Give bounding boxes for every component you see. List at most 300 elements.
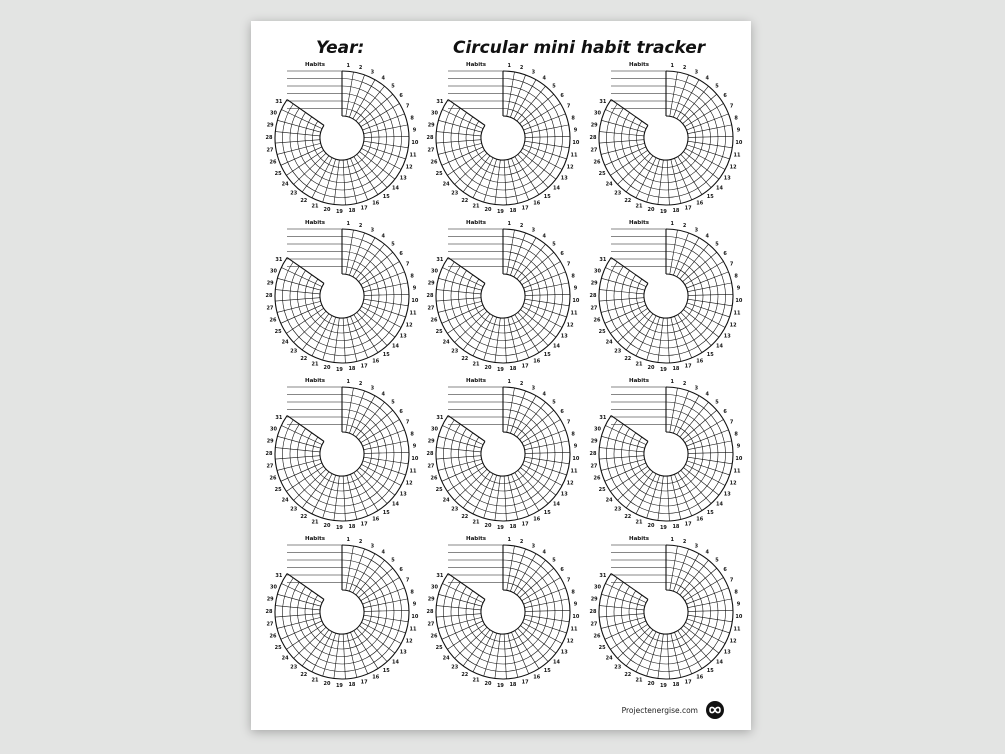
day-label: 31 — [275, 415, 283, 422]
day-divider — [463, 630, 490, 666]
day-label: 3 — [694, 543, 699, 550]
day-divider — [520, 626, 556, 654]
day-label: 3 — [370, 543, 375, 550]
day-label: 9 — [412, 285, 417, 292]
day-label: 30 — [431, 426, 438, 433]
day-label: 28 — [589, 293, 597, 300]
day-divider — [680, 244, 709, 279]
day-divider — [363, 145, 406, 159]
day-divider — [517, 402, 546, 437]
day-label: 29 — [266, 122, 274, 129]
day-divider — [514, 80, 536, 119]
day-label: 15 — [706, 509, 714, 516]
day-label: 20 — [323, 207, 331, 214]
day-label: 12 — [405, 638, 413, 645]
day-label: 27 — [266, 147, 274, 154]
day-label: 24 — [442, 655, 450, 662]
habit-ring — [637, 583, 696, 642]
circular-tracker — [427, 220, 580, 373]
day-label: 12 — [729, 164, 737, 171]
day-label: 23 — [451, 506, 459, 513]
day-label: 5 — [391, 241, 395, 248]
day-label: 11 — [570, 152, 578, 159]
day-divider — [677, 396, 699, 435]
day-label: 2 — [682, 539, 687, 546]
day-label: 11 — [409, 468, 417, 475]
day-divider — [626, 472, 653, 508]
day-label: 15 — [382, 667, 390, 674]
day-label: 23 — [614, 664, 622, 671]
circular-tracker — [427, 62, 580, 215]
day-label: 17 — [521, 363, 529, 370]
day-label: 1 — [346, 379, 351, 386]
day-label: 16 — [372, 674, 380, 681]
day-divider — [442, 463, 483, 481]
day-label: 11 — [570, 626, 578, 633]
day-label: 29 — [427, 280, 435, 287]
day-label: 7 — [566, 577, 571, 584]
day-label: 2 — [682, 223, 687, 230]
day-label: 6 — [399, 567, 403, 574]
circular-tracker — [266, 62, 419, 215]
day-label: 6 — [723, 567, 727, 574]
page-title: Circular mini habit tracker — [453, 38, 706, 58]
day-label: 9 — [573, 601, 578, 608]
day-label: 1 — [507, 379, 512, 386]
day-label: 31 — [275, 257, 283, 264]
day-label: 27 — [427, 463, 435, 470]
day-label: 5 — [552, 241, 556, 248]
day-divider — [484, 633, 497, 676]
day-label: 9 — [573, 443, 578, 450]
habit-ring — [481, 590, 525, 634]
day-divider — [447, 466, 484, 491]
day-label: 24 — [605, 181, 613, 188]
day-label: 26 — [269, 475, 277, 482]
day-divider — [463, 314, 490, 350]
day-divider — [610, 150, 647, 175]
day-label: 20 — [323, 523, 331, 530]
day-label: 10 — [735, 614, 743, 621]
day-divider — [520, 310, 556, 338]
day-label: 9 — [412, 443, 417, 450]
day-label: 10 — [735, 298, 743, 305]
day-label: 3 — [694, 69, 699, 76]
day-label: 24 — [605, 655, 613, 662]
day-label: 19 — [659, 524, 667, 531]
circular-tracker — [590, 378, 743, 531]
day-label: 10 — [735, 456, 743, 463]
day-divider — [647, 475, 660, 518]
day-label: 9 — [573, 285, 578, 292]
day-label: 25 — [435, 329, 443, 336]
day-divider — [286, 466, 323, 491]
day-label: 26 — [430, 475, 438, 482]
day-label: 10 — [411, 298, 419, 305]
day-divider — [442, 110, 483, 129]
day-label: 13 — [399, 333, 407, 340]
day-divider — [687, 619, 730, 633]
day-label: 17 — [521, 205, 529, 212]
day-label: 31 — [275, 99, 283, 106]
day-label: 15 — [382, 509, 390, 516]
day-label: 19 — [335, 524, 343, 531]
day-divider — [683, 310, 719, 338]
day-divider — [647, 159, 660, 202]
circular-tracker — [266, 536, 419, 689]
day-label: 19 — [659, 682, 667, 689]
day-label: 15 — [706, 667, 714, 674]
day-label: 14 — [716, 343, 724, 350]
day-divider — [610, 624, 647, 649]
day-label: 24 — [605, 339, 613, 346]
day-divider — [520, 468, 556, 496]
circular-tracker — [590, 62, 743, 215]
day-label: 26 — [430, 633, 438, 640]
day-divider — [463, 472, 490, 508]
day-label: 8 — [410, 273, 414, 280]
day-label: 4 — [542, 233, 547, 240]
day-label: 16 — [372, 358, 380, 365]
day-label: 10 — [572, 298, 580, 305]
habit-ring — [320, 432, 364, 476]
day-label: 23 — [290, 348, 298, 355]
day-label: 1 — [670, 537, 675, 544]
day-label: 28 — [265, 451, 273, 458]
day-label: 11 — [733, 468, 741, 475]
day-label: 23 — [290, 506, 298, 513]
day-label: 16 — [696, 516, 704, 523]
day-label: 7 — [729, 577, 734, 584]
day-label: 17 — [521, 679, 529, 686]
day-label: 13 — [723, 333, 731, 340]
day-divider — [447, 150, 484, 175]
day-label: 23 — [614, 506, 622, 513]
day-label: 4 — [381, 75, 386, 82]
day-label: 12 — [405, 164, 413, 171]
habits-label: Habits — [304, 62, 326, 68]
day-label: 31 — [599, 573, 607, 580]
day-label: 18 — [348, 208, 356, 215]
day-label: 27 — [427, 147, 435, 154]
day-label: 21 — [472, 361, 480, 368]
day-label: 30 — [594, 268, 601, 275]
day-label: 3 — [370, 227, 375, 234]
day-label: 7 — [566, 419, 571, 426]
day-divider — [683, 152, 719, 180]
day-label: 8 — [571, 589, 575, 596]
day-label: 22 — [300, 672, 308, 679]
day-label: 19 — [496, 682, 504, 689]
day-label: 9 — [736, 285, 741, 292]
day-divider — [677, 238, 699, 277]
day-label: 16 — [533, 674, 541, 681]
day-label: 14 — [553, 343, 561, 350]
day-divider — [286, 624, 323, 649]
day-label: 27 — [266, 463, 274, 470]
day-label: 7 — [405, 261, 410, 268]
day-label: 22 — [300, 514, 308, 521]
habit-ring — [644, 590, 688, 634]
circular-tracker — [266, 220, 419, 373]
day-label: 24 — [281, 655, 289, 662]
day-label: 16 — [696, 358, 704, 365]
day-label: 5 — [391, 399, 395, 406]
day-label: 16 — [533, 358, 541, 365]
day-label: 8 — [571, 273, 575, 280]
day-divider — [442, 426, 483, 445]
day-label: 31 — [436, 99, 444, 106]
day-label: 29 — [266, 438, 274, 445]
day-divider — [524, 461, 567, 475]
day-label: 7 — [729, 103, 734, 110]
day-label: 10 — [411, 140, 419, 147]
day-label: 29 — [427, 122, 435, 129]
day-label: 26 — [593, 317, 601, 324]
day-label: 17 — [360, 679, 368, 686]
day-label: 7 — [729, 261, 734, 268]
day-label: 9 — [412, 127, 417, 134]
day-divider — [442, 268, 483, 287]
day-label: 30 — [431, 110, 438, 117]
day-divider — [281, 305, 322, 323]
day-label: 11 — [409, 152, 417, 159]
day-label: 12 — [729, 638, 737, 645]
day-label: 22 — [300, 198, 308, 205]
day-divider — [687, 145, 730, 159]
day-label: 24 — [442, 339, 450, 346]
day-label: 30 — [270, 584, 277, 591]
day-label: 20 — [323, 365, 331, 372]
day-label: 6 — [399, 93, 403, 100]
day-label: 23 — [614, 190, 622, 197]
day-divider — [356, 402, 385, 437]
day-label: 24 — [281, 339, 289, 346]
day-divider — [514, 396, 536, 435]
day-label: 10 — [572, 456, 580, 463]
day-label: 28 — [426, 609, 434, 616]
day-divider — [442, 621, 483, 639]
day-label: 22 — [624, 514, 632, 521]
day-label: 14 — [553, 659, 561, 666]
day-label: 1 — [507, 537, 512, 544]
day-divider — [359, 310, 395, 338]
day-divider — [442, 147, 483, 165]
day-label: 26 — [593, 633, 601, 640]
habits-label: Habits — [628, 62, 650, 68]
day-label: 23 — [290, 190, 298, 197]
day-divider — [323, 475, 336, 518]
day-label: 31 — [436, 415, 444, 422]
day-label: 13 — [560, 491, 568, 498]
day-label: 30 — [270, 426, 277, 433]
day-label: 17 — [684, 521, 692, 528]
day-label: 26 — [593, 475, 601, 482]
day-label: 21 — [311, 677, 319, 684]
day-label: 12 — [405, 480, 413, 487]
printable-page — [251, 21, 751, 730]
habits-label: Habits — [628, 220, 650, 226]
day-label: 12 — [566, 480, 574, 487]
day-label: 12 — [566, 322, 574, 329]
day-label: 5 — [552, 83, 556, 90]
day-label: 6 — [399, 251, 403, 258]
day-label: 2 — [358, 223, 363, 230]
day-label: 31 — [436, 257, 444, 264]
day-label: 26 — [269, 633, 277, 640]
day-label: 6 — [723, 409, 727, 416]
day-label: 12 — [729, 322, 737, 329]
habit-ring — [474, 109, 533, 168]
day-label: 14 — [392, 659, 400, 666]
day-label: 12 — [566, 164, 574, 171]
day-label: 31 — [599, 415, 607, 422]
day-label: 18 — [348, 366, 356, 373]
day-label: 20 — [484, 207, 492, 214]
day-label: 30 — [431, 584, 438, 591]
day-label: 5 — [715, 241, 719, 248]
day-label: 27 — [590, 621, 598, 628]
day-label: 14 — [716, 501, 724, 508]
day-label: 23 — [614, 348, 622, 355]
day-label: 10 — [411, 614, 419, 621]
habit-ring — [644, 116, 688, 160]
day-label: 17 — [684, 363, 692, 370]
day-label: 5 — [715, 83, 719, 90]
day-label: 29 — [590, 596, 598, 603]
day-divider — [647, 633, 660, 676]
day-label: 29 — [266, 280, 274, 287]
day-divider — [605, 110, 646, 129]
day-divider — [281, 426, 322, 445]
habits-label: Habits — [304, 220, 326, 226]
day-label: 2 — [519, 223, 524, 230]
day-label: 31 — [275, 573, 283, 580]
day-label: 22 — [461, 198, 469, 205]
day-divider — [680, 86, 709, 121]
day-label: 23 — [290, 664, 298, 671]
day-divider — [610, 466, 647, 491]
day-label: 13 — [399, 491, 407, 498]
day-divider — [677, 554, 699, 593]
day-label: 24 — [442, 497, 450, 504]
day-divider — [302, 630, 329, 666]
day-label: 13 — [560, 175, 568, 182]
day-label: 9 — [412, 601, 417, 608]
day-label: 25 — [435, 645, 443, 652]
habit-ring — [481, 432, 525, 476]
day-label: 22 — [461, 514, 469, 521]
day-divider — [363, 303, 406, 317]
day-label: 10 — [411, 456, 419, 463]
day-label: 6 — [560, 409, 564, 416]
day-label: 21 — [472, 203, 480, 210]
day-label: 16 — [696, 674, 704, 681]
day-divider — [353, 396, 375, 435]
day-label: 1 — [670, 63, 675, 70]
day-label: 15 — [543, 509, 551, 516]
day-divider — [524, 145, 567, 159]
day-label: 18 — [672, 524, 680, 531]
day-label: 4 — [542, 75, 547, 82]
day-label: 25 — [598, 329, 606, 336]
day-divider — [363, 619, 406, 633]
day-label: 25 — [274, 487, 282, 494]
day-label: 25 — [435, 487, 443, 494]
day-divider — [353, 80, 375, 119]
day-label: 11 — [409, 310, 417, 317]
day-label: 3 — [370, 69, 375, 76]
day-divider — [281, 621, 322, 639]
day-label: 9 — [736, 443, 741, 450]
day-label: 21 — [472, 677, 480, 684]
day-label: 17 — [360, 205, 368, 212]
day-label: 8 — [734, 273, 738, 280]
day-label: 13 — [399, 649, 407, 656]
day-label: 6 — [723, 251, 727, 258]
day-label: 26 — [593, 159, 601, 166]
day-label: 15 — [382, 351, 390, 358]
day-label: 13 — [399, 175, 407, 182]
habit-ring — [637, 425, 696, 484]
day-label: 12 — [566, 638, 574, 645]
day-label: 27 — [266, 305, 274, 312]
day-label: 1 — [346, 537, 351, 544]
habit-ring — [320, 274, 364, 318]
day-divider — [323, 159, 336, 202]
day-label: 16 — [372, 516, 380, 523]
day-divider — [605, 584, 646, 603]
day-label: 24 — [281, 181, 289, 188]
day-label: 11 — [733, 152, 741, 159]
website-label: Projectenergise.com — [621, 706, 698, 715]
day-label: 13 — [723, 649, 731, 656]
day-label: 29 — [427, 438, 435, 445]
day-label: 8 — [734, 431, 738, 438]
day-divider — [359, 152, 395, 180]
day-label: 8 — [410, 115, 414, 122]
day-label: 5 — [715, 557, 719, 564]
day-label: 7 — [405, 577, 410, 584]
day-divider — [680, 402, 709, 437]
day-label: 16 — [372, 200, 380, 207]
day-label: 1 — [670, 221, 675, 228]
day-label: 23 — [451, 664, 459, 671]
day-label: 4 — [542, 549, 547, 556]
day-label: 14 — [392, 343, 400, 350]
day-label: 2 — [682, 65, 687, 72]
day-divider — [353, 554, 375, 593]
day-label: 17 — [360, 363, 368, 370]
day-label: 15 — [543, 667, 551, 674]
day-label: 15 — [543, 351, 551, 358]
day-label: 14 — [553, 501, 561, 508]
day-label: 20 — [647, 207, 655, 214]
day-label: 28 — [589, 609, 597, 616]
day-label: 16 — [696, 200, 704, 207]
habit-ring — [313, 109, 372, 168]
habit-ring — [644, 432, 688, 476]
day-label: 2 — [358, 381, 363, 388]
habit-ring — [313, 267, 372, 326]
day-label: 28 — [426, 293, 434, 300]
day-label: 26 — [430, 317, 438, 324]
day-label: 2 — [519, 65, 524, 72]
day-label: 1 — [507, 221, 512, 228]
day-label: 27 — [590, 147, 598, 154]
day-label: 14 — [392, 501, 400, 508]
day-label: 11 — [570, 310, 578, 317]
